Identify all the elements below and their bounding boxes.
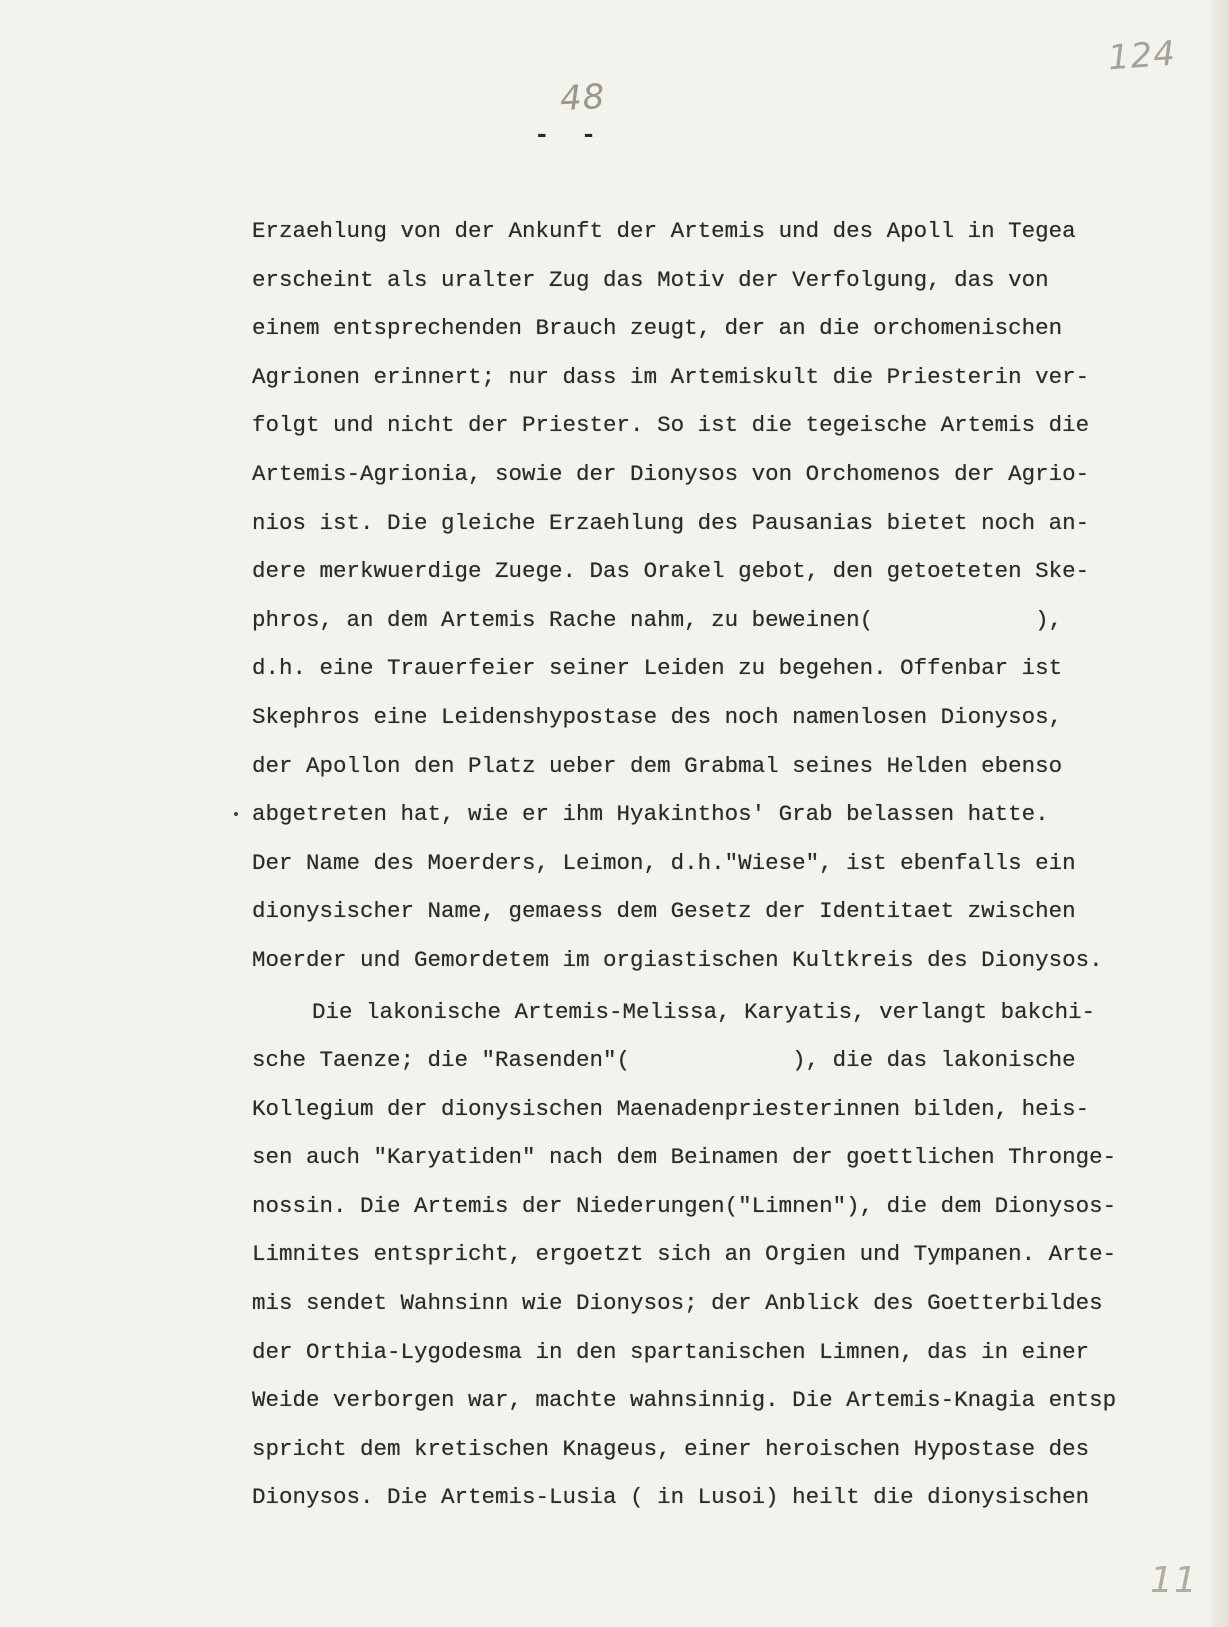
- text-line: Weide verborgen war, machte wahnsinnig. Die Artemis-Knagia entsp: [252, 1387, 1117, 1414]
- text-line: Limnites entspricht, ergoetzt sich an Orgien und Tympanen. Arte-: [252, 1241, 1117, 1268]
- text-line: abgetreten hat, wie er ihm Hyakinthos' Grab belassen hatte.: [252, 801, 1049, 828]
- margin-mark: [234, 812, 238, 816]
- handwritten-folio-number: 124: [1106, 33, 1178, 79]
- text-line: folgt und nicht der Priester. So ist die tegeische Artemis die: [252, 412, 1090, 439]
- text-line: sen auch "Karyatiden" nach dem Beinamen der goettlichen Thronge-: [252, 1144, 1117, 1171]
- text-line: der Orthia-Lygodesma in den spartanischen Limnen, das in einer: [252, 1338, 1090, 1365]
- text-line: Erzaehlung von der Ankunft der Artemis und des Apoll in Tegea: [252, 218, 1076, 244]
- text-line: Skephros eine Leidenshypostase des noch namenlosen Dionysos,: [252, 703, 1063, 730]
- text-line: Der Name des Moerders, Leimon, d.h."Wiese", ist ebenfalls ein: [252, 849, 1076, 876]
- text-line: d.h. eine Trauerfeier seiner Leiden zu begehen. Offenbar ist: [252, 655, 1063, 682]
- text-line: Kollegium der dionysischen Maenadenpriesterinnen bilden, heis-: [252, 1095, 1090, 1122]
- text-line: sche Taenze; die "Rasenden"( ), die das lakonische: [252, 1047, 1076, 1074]
- text-line: Agrionen erinnert; nur dass im Artemiskult die Priesterin ver-: [252, 363, 1090, 390]
- text-line: mis sendet Wahnsinn wie Dionysos; der Anblick des Goetterbildes: [252, 1290, 1103, 1317]
- page-edge-shadow: [1211, 0, 1229, 1627]
- handwritten-sheet-number: 11: [1150, 1560, 1198, 1601]
- typed-text-body: [252, 207, 1192, 1522]
- handwritten-page-number: 48: [558, 76, 607, 120]
- text-line: spricht dem kretischen Knageus, einer heroischen Hypostase des: [252, 1435, 1090, 1462]
- text-line: nossin. Die Artemis der Niederungen("Limnen"), die dem Dionysos-: [252, 1192, 1117, 1219]
- text-line: dere merkwuerdige Zuege. Das Orakel gebot, den getoeteten Ske-: [252, 558, 1090, 585]
- text-line: Dionysos. Die Artemis-Lusia ( in Lusoi) heilt die dionysischen: [252, 1484, 1090, 1511]
- text-line: Moerder und Gemordetem im orgiastischen Kultkreis des Dionysos.: [252, 946, 1103, 973]
- paragraph-start-line: Die lakonische Artemis-Melissa, Karyatis, verlangt bakchi-: [312, 998, 1096, 1025]
- text-line: dionysischer Name, gemaess dem Gesetz der Identitaet zwischen: [252, 898, 1076, 925]
- text-line: erscheint als uralter Zug das Motiv der Verfolgung, das von: [252, 266, 1049, 293]
- text-line: einem entsprechenden Brauch zeugt, der an die orchomenischen: [252, 315, 1063, 342]
- text-line: der Apollon den Platz ueber dem Grabmal seines Helden ebenso: [252, 752, 1063, 779]
- page-header-dashes: - -: [534, 120, 597, 150]
- text-line: Artemis-Agrionia, sowie der Dionysos von Orchomenos der Agrio-: [252, 460, 1090, 487]
- text-line: phros, an dem Artemis Rache nahm, zu beweinen( ),: [252, 606, 1063, 633]
- text-line: nios ist. Die gleiche Erzaehlung des Pausanias bietet noch an-: [252, 509, 1090, 536]
